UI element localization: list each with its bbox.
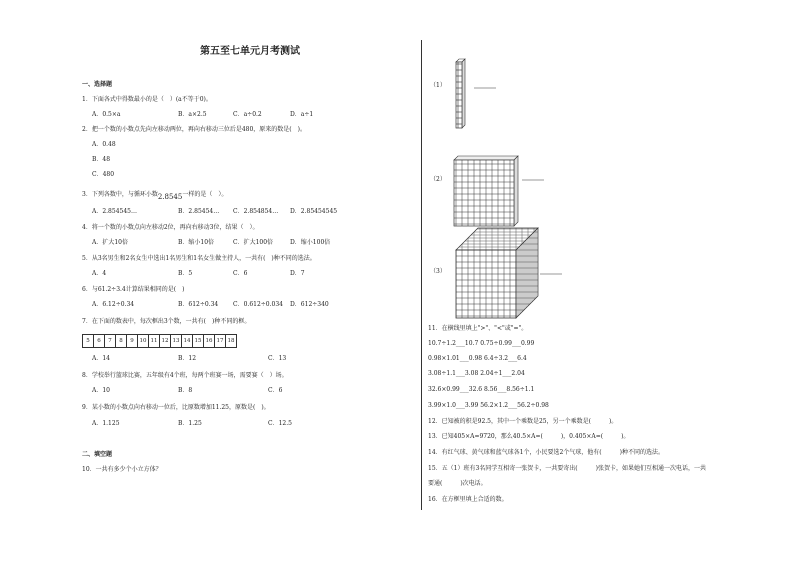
question-9: 9．某小数的小数点向右移动一位后，比原数增加11.25，原数是( )。 xyxy=(82,404,270,411)
q9-option-a: A．1.125 xyxy=(92,420,120,427)
q11-row-3: 3.08÷1.1___3.08 2.04÷1___2.04 xyxy=(428,370,525,377)
column-divider xyxy=(421,40,422,510)
q11-row-1: 10.7÷1.2___10.7 0.75÷0.99___0.99 xyxy=(428,340,535,347)
table-cell: 13 xyxy=(171,335,182,348)
q11-row-2: 0.98×1.01___0.98 6.4÷3.2___6.4 xyxy=(428,355,527,362)
question-3 xyxy=(82,190,227,199)
q11-row-5: 3.99×1.0___3.99 56.2×1.2___56.2÷0.98 xyxy=(428,402,549,409)
q3-option-a: A．2.854545… xyxy=(92,208,137,215)
q8-option-c: C．6 xyxy=(268,387,283,394)
question-5: 5．从3名男生和2名女生中选出1名男生和1名女生做主持人，一共有( )种不同的选法。 xyxy=(82,255,316,262)
question-16: 16．在方框里填上合适的数。 xyxy=(428,496,508,503)
question-14: 14．有红气球、黄气球和蓝气球各1个，小民要选2个气球，他有( )种不同的选法。 xyxy=(428,449,664,456)
q9-option-b: B．1.25 xyxy=(178,420,202,427)
section-fill-heading: 二、填空题 xyxy=(82,451,113,458)
question-6: 6．与61.2÷3.4计算结果相同的是( ) xyxy=(82,286,185,293)
page-title: 第五至七单元月考测试 xyxy=(200,46,300,57)
figure-2-label: （2） xyxy=(430,176,446,183)
question-15: 15．五（1）班有3名同学互相寄一张贺卡，一共要寄出( )张贺卡，如果她们互相通一次电话，一共 xyxy=(428,465,706,472)
table-cell: 14 xyxy=(182,335,193,348)
question-12: 12．已知被的积是92.5，其中一个乘数是25，另一个乘数是( )。 xyxy=(428,418,618,425)
q5-option-a: A．4 xyxy=(92,270,107,277)
q2-option-b: B．48 xyxy=(92,156,111,163)
question-13: 13．已知405×A=9720，那么40.5×A=( )，0.405×A=( )。 xyxy=(428,433,630,440)
q4-option-b: B．缩小10倍 xyxy=(178,239,215,246)
table-cell: 15 xyxy=(193,335,204,348)
table-cell: 8 xyxy=(116,335,127,348)
figure-1-label: （1） xyxy=(430,82,446,89)
q6-option-d: D．612÷340 xyxy=(290,301,329,308)
question-4: 4．将一个数的小数点向左移动2位，再向右移动3位，结果（ ）。 xyxy=(82,224,259,231)
q5-option-c: C．6 xyxy=(233,270,248,277)
question-8: 8．学校举行篮球比赛，五年级有4个班，每两个班赛一场，需要赛（ ）场。 xyxy=(82,372,288,379)
q8-option-a: A．10 xyxy=(92,387,110,394)
question-7: 7．在下面的数表中，每次框出3个数，一共有( )种不同的框。 xyxy=(82,318,251,325)
q1-option-d: D．a÷1 xyxy=(290,111,314,118)
q1-option-a: A．0.5×a xyxy=(92,111,121,118)
figure-3-cube xyxy=(450,226,570,322)
table-cell: 7 xyxy=(105,335,116,348)
figure-2-flat xyxy=(450,152,550,232)
question-11: 11．在横线里填上">"、"<"或"="。 xyxy=(428,325,528,332)
q1-option-b: B．a×2.5 xyxy=(178,111,207,118)
q5-option-d: D．7 xyxy=(290,270,305,277)
q3-stem-end: 一样的是（ ）。 xyxy=(182,191,228,198)
number-table xyxy=(82,334,237,348)
q2-option-a: A．0.48 xyxy=(92,141,116,148)
q3-repeating-decimal: 2.8545 xyxy=(157,193,183,201)
figure-1-rod xyxy=(452,58,512,130)
table-cell: 11 xyxy=(149,335,160,348)
table-cell: 9 xyxy=(127,335,138,348)
table-cell: 6 xyxy=(94,335,105,348)
table-cell: 10 xyxy=(138,335,149,348)
q6-option-b: B．612÷0.34 xyxy=(178,301,219,308)
table-cell: 12 xyxy=(160,335,171,348)
question-15-cont: 要通( )次电话。 xyxy=(428,480,487,487)
q3-stem: 3．下列各数中，与循环小数 xyxy=(82,191,158,198)
q3-option-b: B．2.85454… xyxy=(178,208,220,215)
q4-option-c: C．扩大100倍 xyxy=(233,239,274,246)
q11-row-4: 32.6×0.99___32.6 8.56___8.56÷1.1 xyxy=(428,386,535,393)
q5-option-b: B．5 xyxy=(178,270,193,277)
q6-option-c: C．0.612÷0.034 xyxy=(233,301,283,308)
q7-option-b: B．12 xyxy=(178,355,197,362)
q4-option-a: A．扩大10倍 xyxy=(92,239,128,246)
table-cell: 16 xyxy=(204,335,215,348)
q3-option-c: C．2.854854… xyxy=(233,208,279,215)
question-2: 2．把一个数的小数点先向左移动两位，再向右移动三位后是480，原来的数是( )。 xyxy=(82,126,306,133)
q1-option-c: C．a÷0.2 xyxy=(233,111,262,118)
table-cell: 17 xyxy=(215,335,226,348)
table-cell: 5 xyxy=(83,335,94,348)
q7-option-c: C．13 xyxy=(268,355,287,362)
q3-option-d: D．2.85454545 xyxy=(290,208,338,215)
q6-option-a: A．6.12÷0.34 xyxy=(92,301,135,308)
q2-option-c: C．480 xyxy=(92,171,115,178)
figure-3-label: （3） xyxy=(430,268,446,275)
q4-option-d: D．缩小100倍 xyxy=(290,239,331,246)
question-1: 1．下面各式中得数最小的是（ ）(a不等于0)。 xyxy=(82,96,212,103)
q7-option-a: A．14 xyxy=(92,355,110,362)
question-10: 10．一共有多少个小立方体？ xyxy=(82,466,162,473)
section-choice-heading: 一、选择题 xyxy=(82,81,113,88)
q8-option-b: B．8 xyxy=(178,387,193,394)
q9-option-c: C．12.5 xyxy=(268,420,292,427)
table-cell: 18 xyxy=(226,335,237,348)
